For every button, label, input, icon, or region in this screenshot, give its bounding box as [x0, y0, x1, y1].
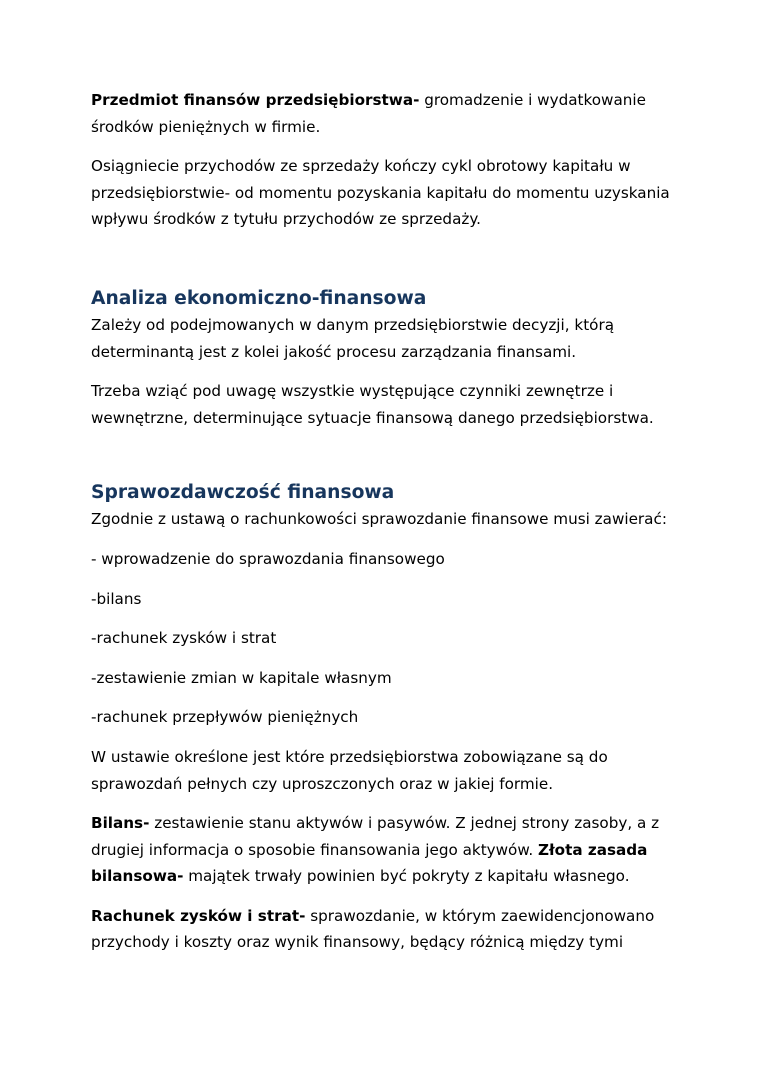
heading-sprawozdawczosc: Sprawozdawczość finansowa [91, 482, 395, 504]
document-page [91, 87, 681, 969]
rachunek-term: Rachunek zysków i strat- [91, 906, 306, 925]
zlota-zasada-term: Złota zasada bilansowa- [91, 840, 648, 886]
intro-definition: gromadzenie i wydatkowanie środków pieniężnych w firmie. [91, 91, 646, 136]
sprawozdawczosc-paragraph-2: W ustawie określone jest które przedsiębiorstwa zobowiązane są do sprawozdań pełnych czy uproszczonych oraz w jakiej formie. [91, 747, 608, 793]
list-item: - wprowadzenie do sprawozdania finansowego [91, 549, 445, 568]
intro-paragraph-2: Osiągniecie przychodów ze sprzedaży kończy cykl obrotowy kapitału w przedsiębiorstwie- od momentu pozyskania kapitału do momentu uzyskania wpływu środków z tytułu przychodów ze sprzedaży. [91, 157, 670, 229]
analiza-paragraph-2: Trzeba wziąć pod uwagę wszystkie występujące czynniki zewnętrze i wewnętrzne, determinujące sytuacje finansową danego przedsiębiorstwa. [91, 382, 654, 427]
list-item: -rachunek zysków i strat [91, 629, 277, 648]
bilans-definition: zestawienie stanu aktywów i pasywów. Z jednej strony zasoby, a z drugiej informacja o sposobie finansowania jego aktywów. [91, 814, 660, 859]
heading-analiza: Analiza ekonomiczno-finansowa [91, 287, 427, 309]
rachunek-definition: sprawozdanie, w którym zaewidencjonowano przychody i koszty oraz wynik finansowy, będący różnicą między tymi [91, 906, 655, 952]
bilans-term: Bilans- [91, 814, 150, 833]
analiza-paragraph-1: Zależy od podejmowanych w danym przedsiębiorstwie decyzji, którą determinantą jest z kolei jakość procesu zarządzania finansami. [91, 315, 614, 361]
zlota-zasada-definition: majątek trwały powinien być pokryty z kapitału własnego. [183, 867, 630, 886]
sprawozdawczosc-paragraph-1: Zgodnie z ustawą o rachunkowości sprawozdanie finansowe musi zawierać: [91, 510, 667, 529]
rachunek-paragraph [91, 903, 681, 956]
intro-paragraph-1 [91, 87, 681, 140]
required-elements-list [91, 546, 681, 731]
list-item: -rachunek przepływów pieniężnych [91, 708, 359, 727]
list-item: -zestawienie zmian w kapitale własnym [91, 668, 392, 687]
bilans-paragraph [91, 810, 681, 890]
intro-term: Przedmiot finansów przedsiębiorstwa- [91, 91, 420, 109]
list-item: -bilans [91, 589, 142, 608]
